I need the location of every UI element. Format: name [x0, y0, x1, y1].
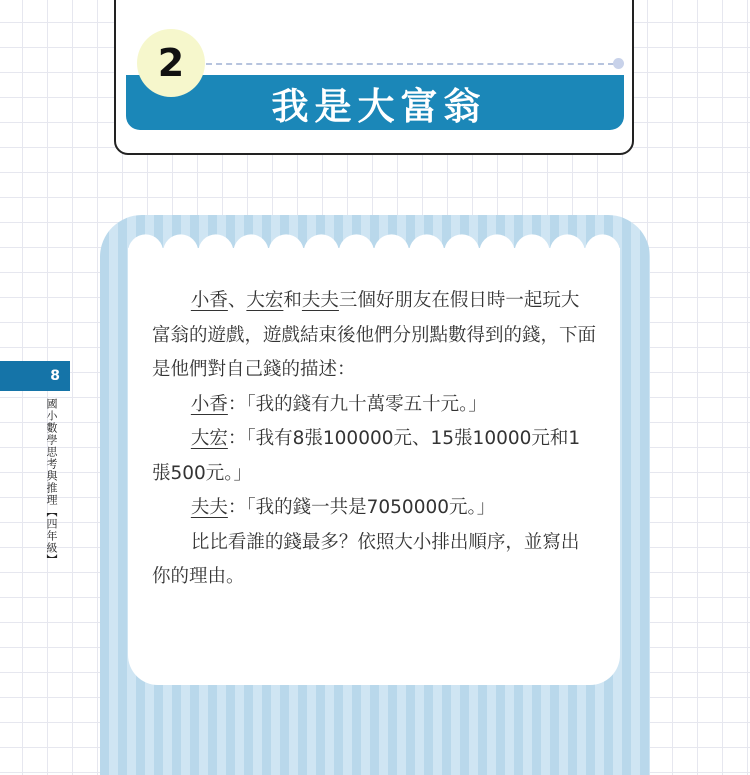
separator: 、: [227, 290, 247, 311]
statement-line: [152, 422, 597, 491]
book-title-vertical: 國小數學思考與推理【四年級】: [45, 398, 58, 566]
statement-text: ：「我的錢一共是7050000元。」: [227, 497, 496, 518]
question-paragraph: 比比看誰的錢最多？依照大小排出順序，並寫出你的理由。: [152, 531, 580, 587]
chapter-title: 我是大富翁: [271, 84, 487, 128]
chapter-header: [114, 0, 634, 155]
problem-text: [152, 284, 597, 595]
conjunction: 和: [283, 290, 302, 311]
dashed-divider: [206, 63, 614, 65]
speaker-name: 小香: [190, 393, 228, 415]
speaker-name: 夫夫: [190, 497, 228, 518]
statement-line: [152, 491, 597, 526]
speaker-name: 大宏: [190, 428, 228, 449]
name-fufu: 夫夫: [301, 290, 339, 311]
intro-paragraph: [152, 284, 597, 388]
chapter-number-badge: [137, 29, 205, 97]
name-dahong: 大宏: [246, 290, 284, 311]
divider-dot: [613, 58, 624, 69]
name-xiaoxiang: 小香: [190, 290, 228, 311]
page-number: 8: [50, 368, 60, 384]
title-band: [126, 75, 624, 130]
scalloped-edge: [128, 234, 620, 264]
intro-rest: 三個好朋友在假日時一起玩大富翁的遊戲，遊戲結束後他們分別點數得到的錢，下面是他們對自己錢的描述：: [152, 290, 597, 380]
statement-text: ：「我的錢有九十萬零五十元。」: [227, 393, 487, 415]
chapter-number: 2: [157, 41, 185, 85]
statement-text: ：「我有8張100000元、15張10000元和1張500元。」: [152, 428, 581, 484]
scallop-base: [128, 252, 620, 264]
statement-line: [152, 388, 597, 423]
page-number-tab: [0, 361, 70, 391]
